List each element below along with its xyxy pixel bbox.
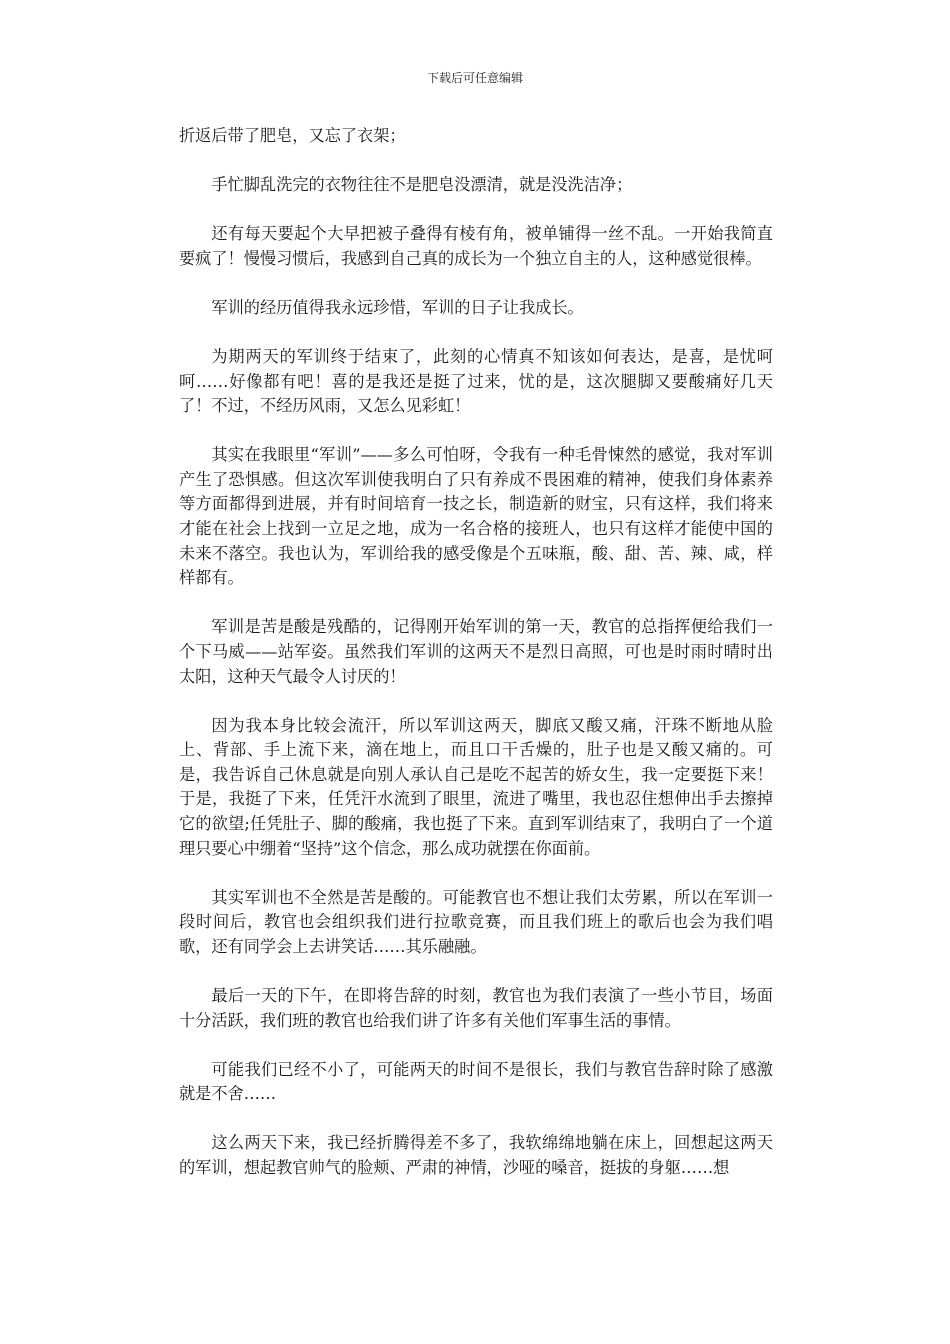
paragraph-2: 手忙脚乱洗完的衣物往往不是肥皂没漂清，就是没洗洁净； xyxy=(211,175,633,195)
paragraph-1: 折返后带了肥皂，又忘了衣架； xyxy=(179,126,406,145)
document-body xyxy=(179,124,773,1205)
paragraph-6: 其实在我眼里“军训”——多么可怕呀，令我有一种毛骨悚然的感觉，我对军训产生了恐惧感。但这次军训使我明白了只有养成不畏困难的精神，使我们身体素养等方面都得到进展，并有时间培育一技之长，制造新的财宝，只有这样，我们将来才能在社会上找到一立足之地，成为一名合格的接班人，也只有这样才能使中国的未来不落空。我也认为，军训给我的感受像是个五味瓶，酸、甜、苦、辣、咸，样样都有。 xyxy=(179,445,773,588)
paragraph-11: 可能我们已经不小了，可能两天的时间不是很长，我们与教官告辞时除了感激就是不舍…… xyxy=(179,1059,773,1104)
paragraph-10: 最后一天的下午，在即将告辞的时刻，教官也为我们表演了一些小节目，场面十分活跃，我们班的教官也给我们讲了许多有关他们军事生活的事情。 xyxy=(179,985,773,1030)
paragraph-7: 军训是苦是酸是残酷的，记得刚开始军训的第一天，教官的总指挥便给我们一个下马威——站军姿。虽然我们军训的这两天不是烈日高照，可也是时雨时晴时出太阳，这种天气最令人讨厌的！ xyxy=(179,617,773,686)
paragraph-5: 为期两天的军训终于结束了，此刻的心情真不知该如何表达，是喜，是忧呵呵……好像都有吧！喜的是我还是挺了过来，忧的是，这次腿脚又要酸痛好几天了！不过，不经历风雨，又怎么见彩虹！ xyxy=(179,346,773,416)
paragraph-12: 这么两天下来，我已经折腾得差不多了，我软绵绵地躺在床上，回想起这两天的军训，想起教官帅气的脸颊、严肃的神情，沙哑的嗓音，挺拔的身躯……想 xyxy=(179,1133,773,1177)
paragraph-9: 其实军训也不全然是苦是酸的。可能教官也不想让我们太劳累，所以在军训一段时间后，教官也会组织我们进行拉歌竞赛，而且我们班上的歌后也会为我们唱歌，还有同学会上去讲笑话……其乐融融。 xyxy=(179,887,773,956)
page-header-note: 下载后可任意编辑 xyxy=(426,71,523,85)
paragraph-3: 还有每天要起个大早把被子叠得有棱有角，被单铺得一丝不乱。一开始我简直要疯了！慢慢习惯后，我感到自己真的成长为一个独立自主的人，这种感觉很棒。 xyxy=(179,224,773,268)
paragraph-4: 军训的经历值得我永远珍惜，军训的日子让我成长。 xyxy=(211,297,584,317)
paragraph-8: 因为我本身比较会流汗，所以军训这两天，脚底又酸又痛，汗珠不断地从脸上、背部、手上流下来，滴在地上，而且口干舌燥的，肚子也是又酸又痛的。可是，我告诉自己休息就是向别人承认自己是吃不起苦的娇女生，我一定要挺下来！于是，我挺了下来，任凭汗水流到了眼里，流进了嘴里，我也忍住想伸出手去擦掉它的欲望;任凭肚子、脚的酸痛，我也挺了下来。直到军训结束了，我明白了一个道理只要心中绷着“坚持”这个信念，那么成功就摆在你面前。 xyxy=(179,715,773,858)
